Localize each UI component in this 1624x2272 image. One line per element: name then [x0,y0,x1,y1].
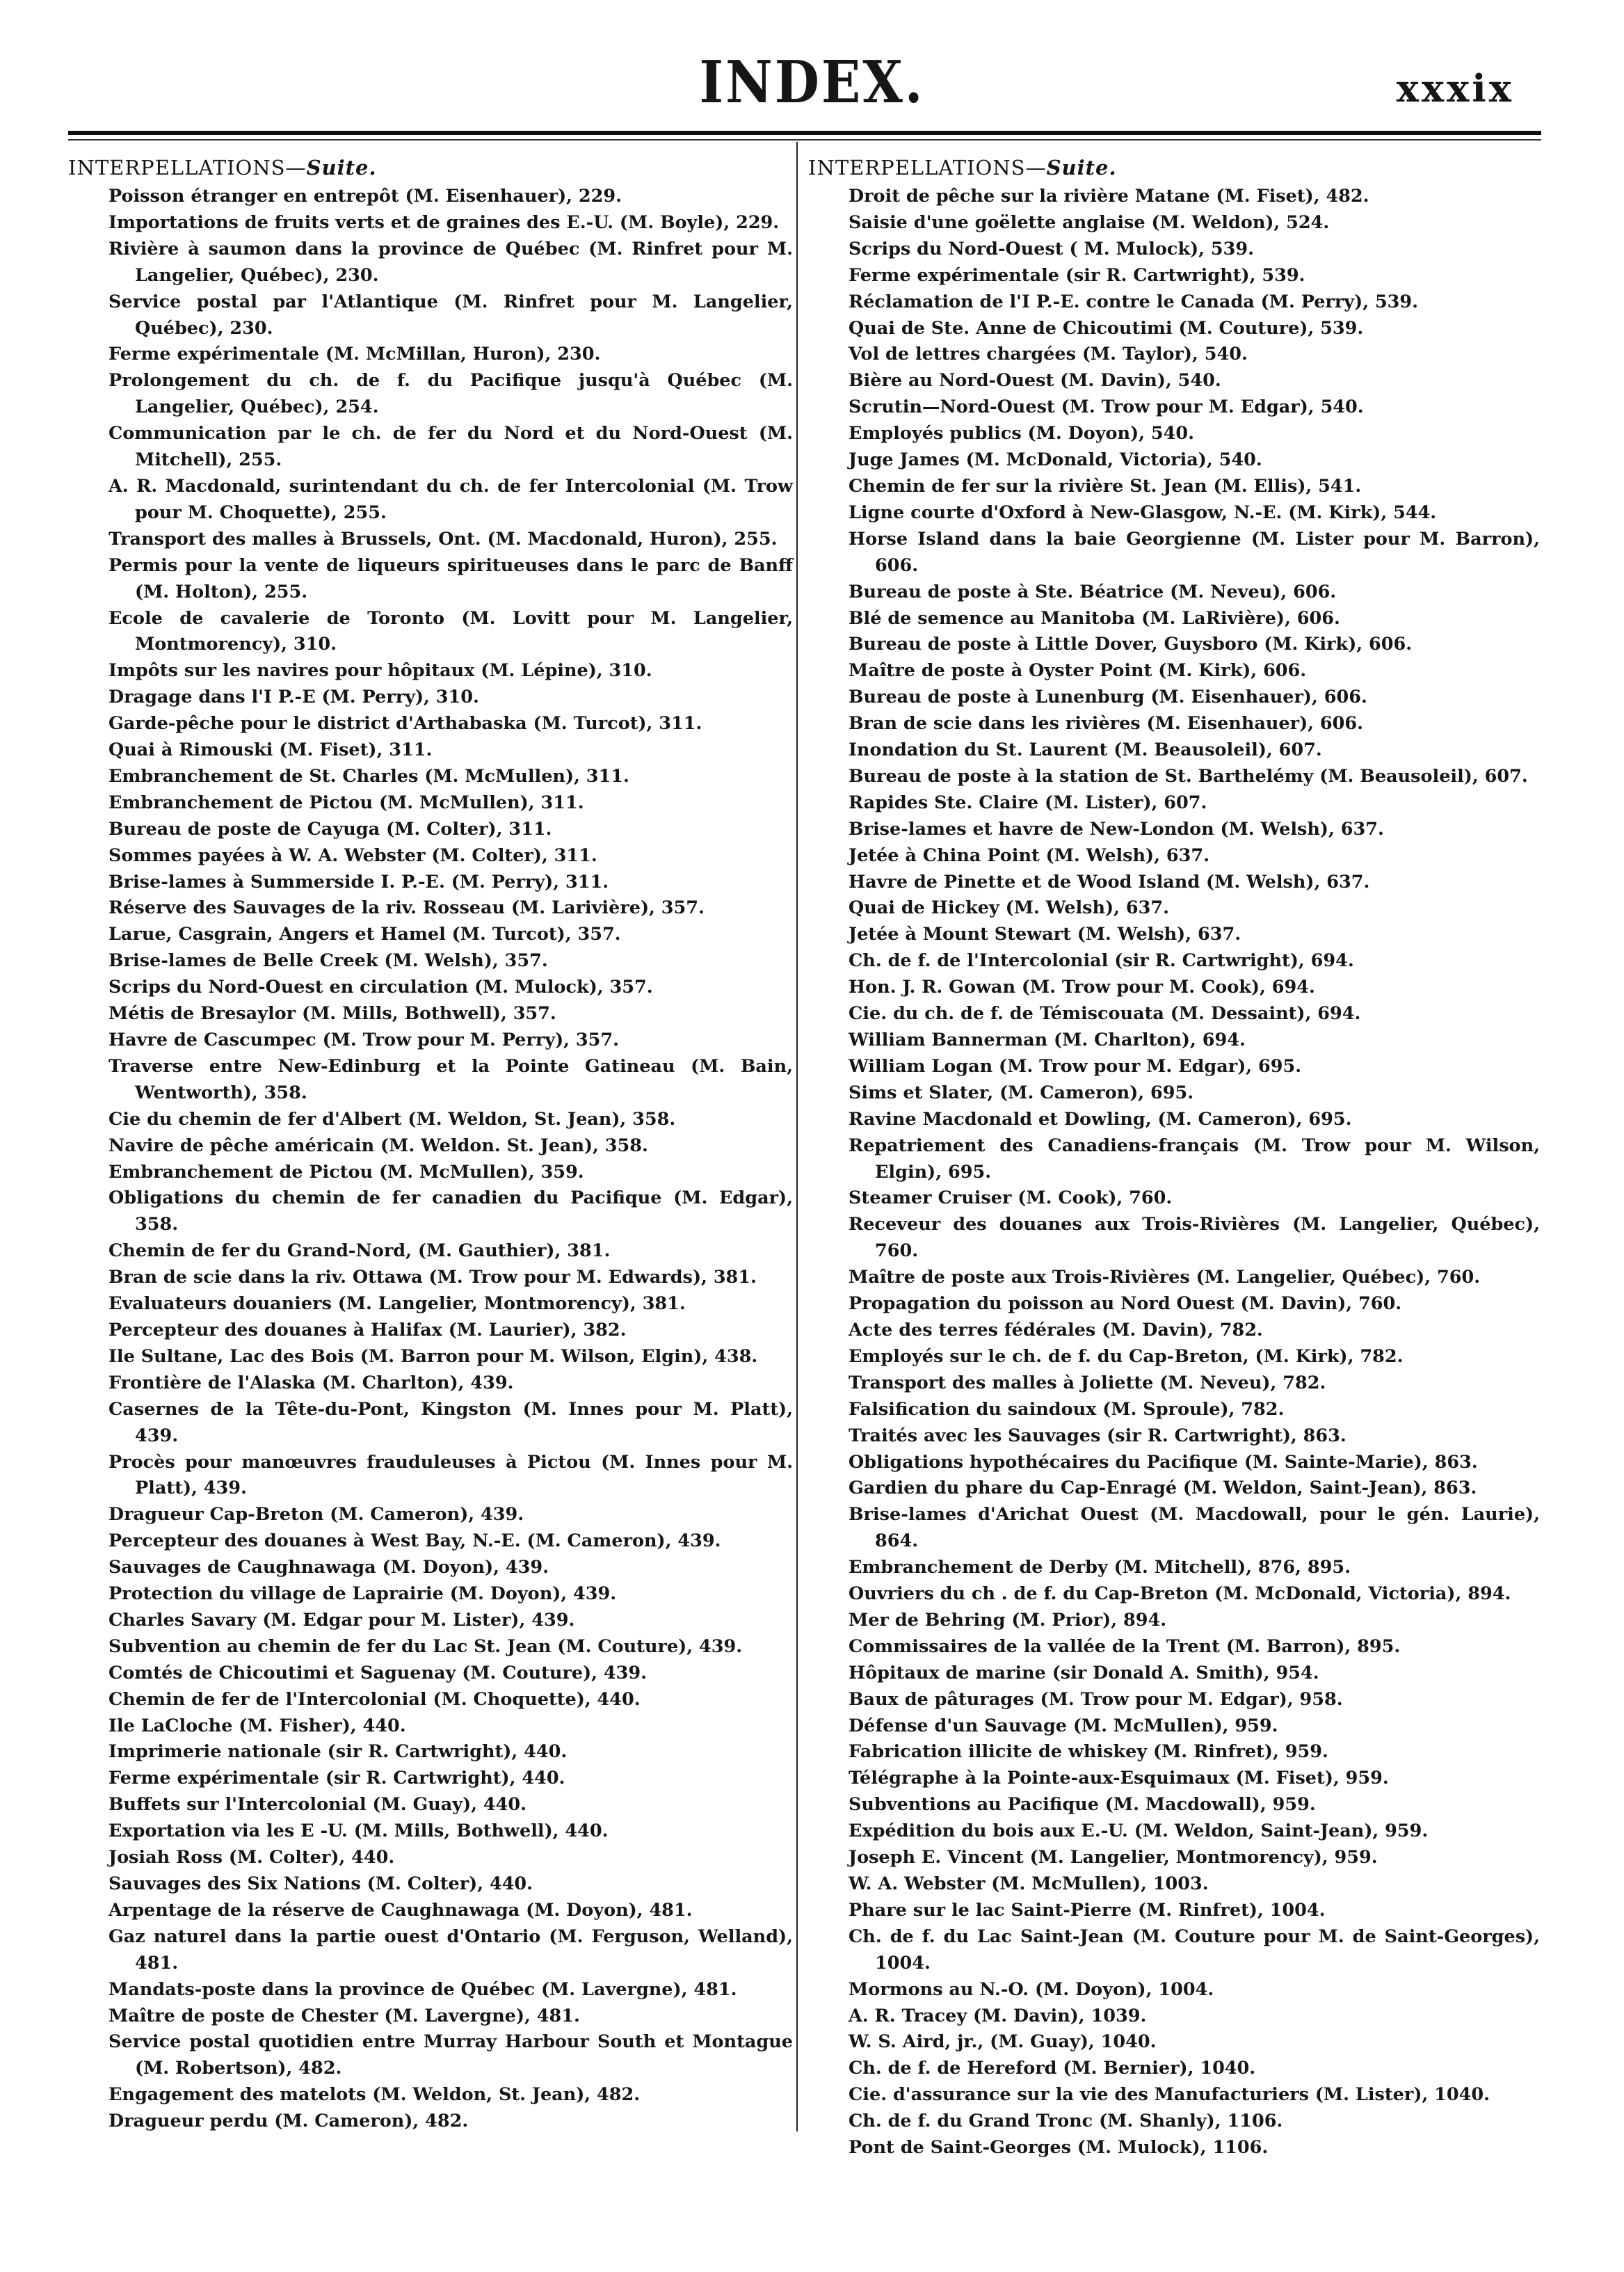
index-entry: Maître de poste aux Trois-Rivières (M. Langelier, Québec), 760. [849,1267,1481,1288]
index-entry: Chemin de fer sur la rivière St. Jean (M. Ellis), 541. [849,475,1362,497]
index-entry: Pont de Saint-Georges (M. Mulock), 1106. [849,2137,1269,2159]
index-entry: Saisie d'une goëlette anglaise (M. Weldon), 524. [849,211,1330,233]
index-entry: Subvention au chemin de fer du Lac St. Jean (M. Couture), 439. [108,1635,743,1657]
index-entry: Transport des malles à Joliette (M. Neveu), 782. [849,1372,1326,1393]
index-entry: Brise-lames de Belle Creek (M. Welsh), 357. [108,950,548,972]
index-entry: Exportation via les E -U. (M. Mills, Bothwell), 440. [108,1821,609,1842]
index-entry: Frontière de l'Alaska (M. Charlton), 439. [108,1372,514,1393]
index-entry: Bureau de poste à Lunenburg (M. Eisenhauer), 606. [849,687,1367,708]
section-heading-label: INTERPELLATIONS— [68,156,307,179]
index-entry: Impôts sur les navires pour hôpitaux (M. Lépine), 310. [108,660,652,682]
index-entry: Josiah Ross (M. Colter), 440. [108,1847,395,1869]
index-entry: Sauvages de Caughnawaga (M. Doyon), 439. [108,1557,549,1578]
page-title: INDEX. [699,49,925,117]
index-entry: Sauvages des Six Nations (M. Colter), 440. [108,1873,533,1894]
column-divider [796,142,798,2131]
index-entry: Comtés de Chicoutimi et Saguenay (M. Couture), 439. [108,1662,648,1683]
index-entry: Transport des malles à Brussels, Ont. (M. Macdonald, Huron), 255. [108,528,778,550]
index-entry: Brise-lames et havre de New-London (M. Welsh), 637. [849,818,1384,840]
left-column [68,154,793,2135]
index-entry: W. S. Aird, jr., (M. Guay), 1040. [849,2031,1157,2053]
index-entry: Maître de poste à Oyster Point (M. Kirk), 606. [849,660,1307,682]
index-entry: Embranchement de Derby (M. Mitchell), 876, 895. [849,1557,1351,1578]
index-entry: Chemin de fer du Grand-Nord, (M. Gauthier), 381. [108,1240,611,1262]
index-entry: Arpentage de la réserve de Caughnawaga (M. Doyon), 481. [108,1899,693,1921]
index-entry: Service postal quotidien entre Murray Harbour South et Montague (M. Robertson), 482. [108,2031,793,2079]
index-entry: W. A. Webster (M. McMullen), 1003. [849,1873,1209,1894]
index-entry: Communication par le ch. de fer du Nord et du Nord-Ouest (M. Mitchell), 255. [108,423,793,471]
index-entry: Ile Sultane, Lac des Bois (M. Barron pour M. Wilson, Elgin), 438. [108,1345,758,1367]
index-entry: Buffets sur l'Intercolonial (M. Guay), 440. [108,1794,527,1816]
index-entry: Service postal par l'Atlantique (M. Rinfret pour M. Langelier, Québec), 230. [108,291,793,339]
right-column [808,154,1540,2161]
section-heading [808,154,1540,181]
section-heading-label: INTERPELLATIONS— [808,156,1047,179]
index-entry: William Logan (M. Trow pour M. Edgar), 695. [849,1055,1302,1077]
index-entry: Bran de scie dans la riv. Ottawa (M. Trow pour M. Edwards), 381. [108,1267,757,1288]
index-entry: Ch. de f. de Hereford (M. Bernier), 1040. [849,2058,1256,2079]
index-entry: Jetée à Mount Stewart (M. Welsh), 637. [849,924,1241,945]
index-entry: Scrips du Nord-Ouest ( M. Mulock), 539. [849,238,1255,259]
index-entry: Ch. de f. de l'Intercolonial (sir R. Cartwright), 694. [849,950,1354,972]
index-entry: Ecole de cavalerie de Toronto (M. Lovitt pour M. Langelier, Montmorency), 310. [108,607,793,655]
index-entry: A. R. Tracey (M. Davin), 1039. [849,2005,1147,2026]
header-rule-thick [68,131,1541,135]
index-entry: Havre de Pinette et de Wood Island (M. Welsh), 637. [849,871,1370,893]
index-entry: Propagation du poisson au Nord Ouest (M. Davin), 760. [849,1293,1402,1315]
index-entry: Embranchement de Pictou (M. McMullen), 311. [108,792,584,813]
index-entry: Ch. de f. du Grand Tronc (M. Shanly), 1106. [849,2111,1283,2132]
index-entry: Gaz naturel dans la partie ouest d'Ontario (M. Ferguson, Welland), 481. [108,1926,793,1974]
index-entry: Percepteur des douanes à Halifax (M. Laurier), 382. [108,1319,627,1341]
index-entry: Evaluateurs douaniers (M. Langelier, Montmorency), 381. [108,1293,686,1315]
index-entry: Phare sur le lac Saint-Pierre (M. Rinfret), 1004. [849,1899,1326,1921]
index-entry: Imprimerie nationale (sir R. Cartwright), 440. [108,1741,568,1763]
index-entry: Baux de pâturages (M. Trow pour M. Edgar), 958. [849,1688,1343,1710]
index-entry: Brise-lames à Summerside I. P.-E. (M. Perry), 311. [108,871,609,893]
index-entry: Cie. d'assurance sur la vie des Manufacturiers (M. Lister), 1040. [849,2084,1490,2106]
index-entry: Navire de pêche américain (M. Weldon. St. Jean), 358. [108,1135,648,1156]
index-entry: Scrutin—Nord-Ouest (M. Trow pour M. Edgar), 540. [849,397,1364,418]
index-entry: Ferme expérimentale (sir R. Cartwright), 440. [108,1768,565,1789]
index-entry: Employés sur le ch. de f. du Cap-Breton, (M. Kirk), 782. [849,1345,1404,1367]
index-entry: Percepteur des douanes à West Bay, N.-E. (M. Cameron), 439. [108,1530,721,1552]
index-entry: Expédition du bois aux E.-U. (M. Weldon, Saint-Jean), 959. [849,1821,1429,1842]
index-entry-list [808,184,1540,2161]
header-rule-thin [68,139,1541,141]
index-entry: Embranchement de St. Charles (M. McMullen), 311. [108,765,629,787]
index-entry: Sommes payées à W. A. Webster (M. Colter), 311. [108,845,597,866]
index-entry: Gardien du phare du Cap-Enragé (M. Weldon, Saint-Jean), 863. [849,1478,1477,1499]
index-entry: Mer de Behring (M. Prior), 894. [849,1609,1167,1631]
index-entry: Poisson étranger en entrepôt (M. Eisenhauer), 229. [108,186,622,207]
index-entry: Permis pour la vente de liqueurs spiritueuses dans le parc de Banff (M. Holton), 255. [108,554,793,602]
index-entry: Havre de Cascumpec (M. Trow pour M. Perry), 357. [108,1030,620,1050]
index-entry: Embranchement de Pictou (M. McMullen), 359. [108,1161,584,1183]
index-entry: Ravine Macdonald et Dowling, (M. Cameron), 695. [849,1108,1352,1130]
index-entry: Rapides Ste. Claire (M. Lister), 607. [849,792,1207,813]
index-entry: Blé de semence au Manitoba (M. LaRivière), 606. [849,607,1340,629]
index-entry: Défense d'un Sauvage (M. McMullen), 959. [849,1715,1278,1736]
index-entry: Ligne courte d'Oxford à New-Glasgow, N.-E. (M. Kirk), 544. [849,502,1437,523]
index-entry: Inondation du St. Laurent (M. Beausoleil), 607. [849,739,1322,761]
section-heading-suffix: Suite. [1046,156,1117,179]
index-entry: Cie du chemin de fer d'Albert (M. Weldon, St. Jean), 358. [108,1108,676,1130]
index-entry: A. R. Macdonald, surintendant du ch. de fer Intercolonial (M. Trow pour M. Choquette), 255. [108,475,793,523]
index-entry: Horse Island dans la baie Georgienne (M. Lister pour M. Barron), 606. [849,528,1540,576]
index-entry: Maître de poste de Chester (M. Lavergne), 481. [108,2005,580,2026]
index-entry: Ch. de f. du Lac Saint-Jean (M. Couture pour M. de Saint-Georges), 1004. [849,1926,1540,1974]
page-number: xxxix [1396,66,1514,111]
index-entry: Hôpitaux de marine (sir Donald A. Smith), 954. [849,1662,1319,1683]
index-entry: Jetée à China Point (M. Welsh), 637. [849,845,1209,866]
index-entry: Bureau de poste à Little Dover, Guysboro (M. Kirk), 606. [849,634,1413,655]
index-entry: Réserve des Sauvages de la riv. Rosseau (M. Larivière), 357. [108,897,705,919]
index-entry: Acte des terres fédérales (M. Davin), 782. [849,1319,1263,1341]
index-entry: Quai de Ste. Anne de Chicoutimi (M. Couture), 539. [849,317,1364,339]
index-entry: Protection du village de Laprairie (M. Doyon), 439. [108,1583,617,1605]
index-entry: Bière au Nord-Ouest (M. Davin), 540. [849,370,1221,392]
index-entry: Quai à Rimouski (M. Fiset), 311. [108,739,433,761]
index-entry: Subventions au Pacifique (M. Macdowall), 959. [849,1794,1316,1816]
section-heading-suffix: Suite. [306,156,377,179]
index-entry: Juge James (M. McDonald, Victoria), 540. [849,449,1262,471]
index-entry: Ferme expérimentale (sir R. Cartwright), 539. [849,264,1305,286]
index-entry: Mormons au N.-O. (M. Doyon), 1004. [849,1978,1214,2000]
index-entry: Réclamation de l'I P.-E. contre le Canada (M. Perry), 539. [849,291,1419,312]
section-heading [68,154,793,181]
index-entry: Bran de scie dans les rivières (M. Eisenhauer), 606. [849,713,1364,735]
index-entry: Dragueur Cap-Breton (M. Cameron), 439. [108,1504,524,1526]
index-entry: Employés publics (M. Doyon), 540. [849,423,1195,445]
index-entry: Quai de Hickey (M. Welsh), 637. [849,897,1170,919]
index-entry: Brise-lames d'Arichat Ouest (M. Macdowall, pour le gén. Laurie), 864. [849,1504,1540,1552]
index-entry-list [68,184,793,2135]
index-entry: Ile LaCloche (M. Fisher), 440. [108,1715,406,1736]
index-entry: Receveur des douanes aux Trois-Rivières (M. Langelier, Québec), 760. [849,1214,1540,1262]
index-entry: Steamer Cruiser (M. Cook), 760. [849,1187,1173,1209]
index-entry: Obligations du chemin de fer canadien du Pacifique (M. Edgar), 358. [108,1187,793,1235]
index-entry: Importations de fruits verts et de graines des E.-U. (M. Boyle), 229. [108,211,780,233]
index-entry: Sims et Slater, (M. Cameron), 695. [849,1082,1194,1103]
index-entry: Garde-pêche pour le district d'Arthabaska (M. Turcot), 311. [108,713,702,735]
index-entry: Prolongement du ch. de f. du Pacifique jusqu'à Québec (M. Langelier, Québec), 254. [108,370,793,418]
index-entry: Repatriement des Canadiens-français (M. Trow pour M. Wilson, Elgin), 695. [849,1135,1540,1183]
index-entry: Bureau de poste à Ste. Béatrice (M. Neveu), 606. [849,581,1337,602]
index-entry: Fabrication illicite de whiskey (M. Rinfret), 959. [849,1741,1328,1763]
index-entry: Ouvriers du ch . de f. du Cap-Breton (M. McDonald, Victoria), 894. [849,1583,1511,1605]
index-entry: Falsification du saindoux (M. Sproule), 782. [849,1398,1285,1420]
index-entry: Obligations hypothécaires du Pacifique (M. Sainte-Marie), 863. [849,1451,1478,1473]
index-entry: Traités avec les Sauvages (sir R. Cartwright), 863. [849,1425,1346,1446]
index-entry: Charles Savary (M. Edgar pour M. Lister), 439. [108,1609,575,1631]
index-entry: Rivière à saumon dans la province de Québec (M. Rinfret pour M. Langelier, Québec), 230. [108,238,793,286]
index-entry: Cie. du ch. de f. de Témiscouata (M. Dessaint), 694. [849,1003,1361,1025]
index-entry: Télégraphe à la Pointe-aux-Esquimaux (M. Fiset), 959. [849,1768,1389,1789]
index-entry: Scrips du Nord-Ouest en circulation (M. Mulock), 357. [108,977,653,998]
index-entry: Larue, Casgrain, Angers et Hamel (M. Turcot), 357. [108,924,621,945]
index-entry: Casernes de la Tête-du-Pont, Kingston (M. Innes pour M. Platt), 439. [108,1398,793,1446]
index-entry: Dragueur perdu (M. Cameron), 482. [108,2111,469,2132]
index-entry: Ferme expérimentale (M. McMillan, Huron), 230. [108,344,601,365]
index-entry: Hon. J. R. Gowan (M. Trow pour M. Cook), 694. [849,977,1315,998]
index-entry: Traverse entre New-Edinburg et la Pointe Gatineau (M. Bain, Wentworth), 358. [108,1055,793,1103]
index-entry: Commissaires de la vallée de la Trent (M. Barron), 895. [849,1635,1401,1657]
index-entry: Engagement des matelots (M. Weldon, St. Jean), 482. [108,2084,641,2106]
index-entry: William Bannerman (M. Charlton), 694. [849,1030,1246,1050]
index-entry: Chemin de fer de l'Intercolonial (M. Choquette), 440. [108,1688,641,1710]
index-entry: Métis de Bresaylor (M. Mills, Bothwell), 357. [108,1003,556,1025]
index-entry: Procès pour manœuvres frauduleuses à Pictou (M. Innes pour M. Platt), 439. [108,1451,793,1499]
index-entry: Bureau de poste à la station de St. Barthelémy (M. Beausoleil), 607. [849,765,1528,787]
index-entry: Droit de pêche sur la rivière Matane (M. Fiset), 482. [849,186,1369,207]
index-entry: Mandats-poste dans la province de Québec (M. Lavergne), 481. [108,1978,737,2000]
index-entry: Vol de lettres chargées (M. Taylor), 540. [849,344,1248,365]
index-entry: Joseph E. Vincent (M. Langelier, Montmorency), 959. [849,1847,1378,1869]
index-entry: Dragage dans l'I P.-E (M. Perry), 310. [108,687,479,708]
index-entry: Bureau de poste de Cayuga (M. Colter), 311. [108,818,552,840]
